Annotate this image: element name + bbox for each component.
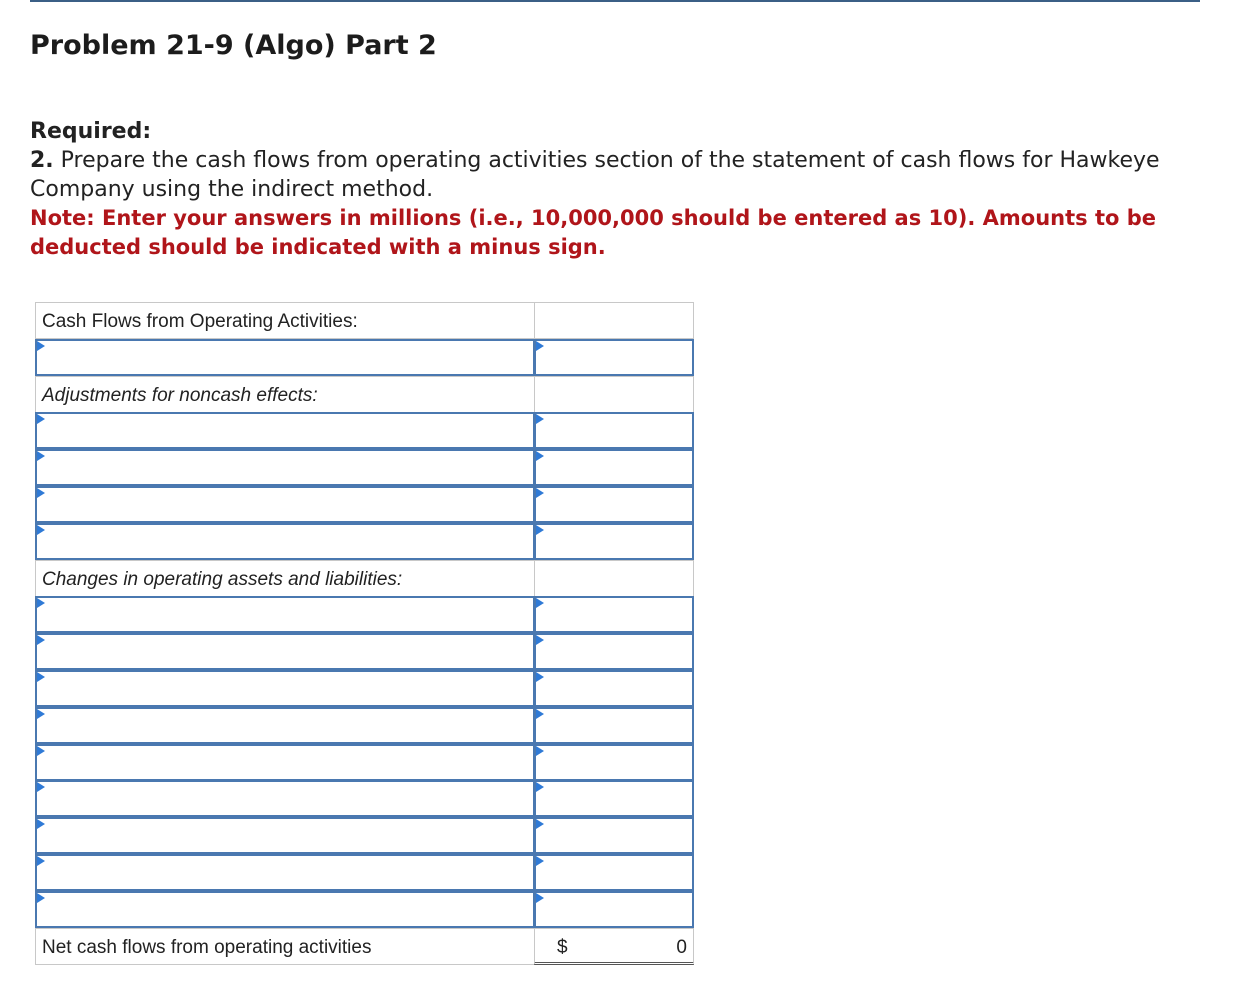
amount-input[interactable]: [536, 746, 692, 779]
account-input[interactable]: [37, 856, 533, 889]
dropdown-marker-icon: [37, 635, 45, 645]
dropdown-marker-icon: [536, 893, 544, 903]
amount-cell[interactable]: [534, 780, 694, 817]
total-label-cell: [35, 928, 535, 965]
instructions-block: [30, 117, 1235, 262]
dropdown-marker-icon: [37, 525, 45, 535]
adjustments-amount-cell: [534, 376, 694, 413]
account-input[interactable]: [37, 746, 533, 779]
dropdown-marker-icon: [536, 709, 544, 719]
dropdown-marker-icon: [37, 672, 45, 682]
amount-input[interactable]: [536, 819, 692, 852]
amount-cell[interactable]: [534, 449, 694, 486]
dropdown-marker-icon: [536, 635, 544, 645]
dropdown-marker-icon: [37, 856, 45, 866]
amount-cell[interactable]: [534, 670, 694, 707]
changes-amount-cell: [534, 560, 694, 597]
dropdown-marker-icon: [37, 893, 45, 903]
total-label: Net cash flows from operating activities: [42, 936, 372, 958]
amount-input[interactable]: [536, 672, 692, 705]
dropdown-marker-icon: [536, 525, 544, 535]
account-input[interactable]: [37, 709, 533, 742]
dropdown-marker-icon: [536, 819, 544, 829]
adjustments-label: Adjustments for noncash effects:: [42, 384, 318, 406]
account-select[interactable]: [35, 523, 535, 560]
dropdown-marker-icon: [536, 672, 544, 682]
account-select[interactable]: [35, 854, 535, 891]
instruction-text: [30, 146, 1235, 204]
dropdown-marker-icon: [536, 341, 544, 351]
amount-cell[interactable]: [534, 596, 694, 633]
account-select[interactable]: [35, 744, 535, 781]
page-title: Problem 21-9 (Algo) Part 2: [30, 30, 437, 61]
amount-cell[interactable]: [534, 339, 694, 376]
amount-cell[interactable]: [534, 817, 694, 854]
dropdown-marker-icon: [37, 341, 45, 351]
amount-cell[interactable]: [534, 744, 694, 781]
dropdown-marker-icon: [37, 709, 45, 719]
dropdown-marker-icon: [536, 414, 544, 424]
account-input[interactable]: [37, 414, 533, 447]
account-select[interactable]: [35, 596, 535, 633]
top-divider: [30, 0, 1200, 2]
account-input[interactable]: [37, 488, 533, 521]
amount-cell[interactable]: [534, 523, 694, 560]
dropdown-marker-icon: [37, 488, 45, 498]
amount-cell[interactable]: [534, 854, 694, 891]
dropdown-marker-icon: [37, 819, 45, 829]
amount-input[interactable]: [536, 451, 692, 484]
account-select[interactable]: [35, 449, 535, 486]
account-select[interactable]: [35, 707, 535, 744]
account-input[interactable]: [37, 598, 533, 631]
account-input[interactable]: [37, 635, 533, 668]
dropdown-marker-icon: [37, 414, 45, 424]
amount-cell[interactable]: [534, 412, 694, 449]
dropdown-marker-icon: [536, 488, 544, 498]
adjustments-label-cell: [35, 376, 535, 413]
amount-cell[interactable]: [534, 891, 694, 928]
account-select[interactable]: [35, 817, 535, 854]
dropdown-marker-icon: [536, 782, 544, 792]
amount-input[interactable]: [536, 635, 692, 668]
account-input[interactable]: [37, 893, 533, 926]
account-input[interactable]: [37, 451, 533, 484]
note-text: Note: Enter your answers in millions (i.e., 10,000,000 should be entered as 10). Amounts to be deducted should be indicated with a minus sign.: [30, 206, 1156, 259]
amount-input[interactable]: [536, 525, 692, 558]
amount-input[interactable]: [536, 414, 692, 447]
account-select[interactable]: [35, 486, 535, 523]
amount-cell[interactable]: [534, 707, 694, 744]
amount-input[interactable]: [536, 598, 692, 631]
dropdown-marker-icon: [37, 598, 45, 608]
required-label: Required:: [30, 119, 152, 144]
account-input[interactable]: [37, 782, 533, 815]
amount-input[interactable]: [536, 341, 692, 374]
account-select[interactable]: [35, 891, 535, 928]
amount-cell[interactable]: [534, 486, 694, 523]
amount-cell[interactable]: [534, 633, 694, 670]
changes-label-cell: [35, 560, 535, 597]
dropdown-marker-icon: [536, 451, 544, 461]
header-label-cell: [35, 302, 535, 339]
dropdown-marker-icon: [536, 746, 544, 756]
dropdown-marker-icon: [536, 856, 544, 866]
account-select[interactable]: [35, 780, 535, 817]
account-select[interactable]: [35, 670, 535, 707]
dropdown-marker-icon: [37, 782, 45, 792]
account-input[interactable]: [37, 672, 533, 705]
account-input[interactable]: [37, 525, 533, 558]
account-select[interactable]: [35, 633, 535, 670]
amount-input[interactable]: [536, 488, 692, 521]
currency-symbol: $: [557, 936, 568, 958]
amount-input[interactable]: [536, 782, 692, 815]
dropdown-marker-icon: [536, 598, 544, 608]
total-value: 0: [676, 936, 687, 958]
account-select[interactable]: [35, 339, 535, 376]
instruction-body: Prepare the cash flows from operating activities section of the statement of cash flows for Hawkeye Company using the indirect method.: [30, 148, 1160, 202]
instruction-number: 2.: [30, 148, 54, 173]
amount-input[interactable]: [536, 709, 692, 742]
amount-input[interactable]: [536, 893, 692, 926]
changes-label: Changes in operating assets and liabilities:: [42, 568, 403, 590]
amount-input[interactable]: [536, 856, 692, 889]
account-input[interactable]: [37, 819, 533, 852]
header-label: Cash Flows from Operating Activities:: [42, 311, 358, 332]
account-select[interactable]: [35, 412, 535, 449]
account-input[interactable]: [37, 341, 533, 374]
total-amount-cell: [534, 928, 694, 965]
dropdown-marker-icon: [37, 451, 45, 461]
dropdown-marker-icon: [37, 746, 45, 756]
header-amount-cell: [534, 302, 694, 339]
